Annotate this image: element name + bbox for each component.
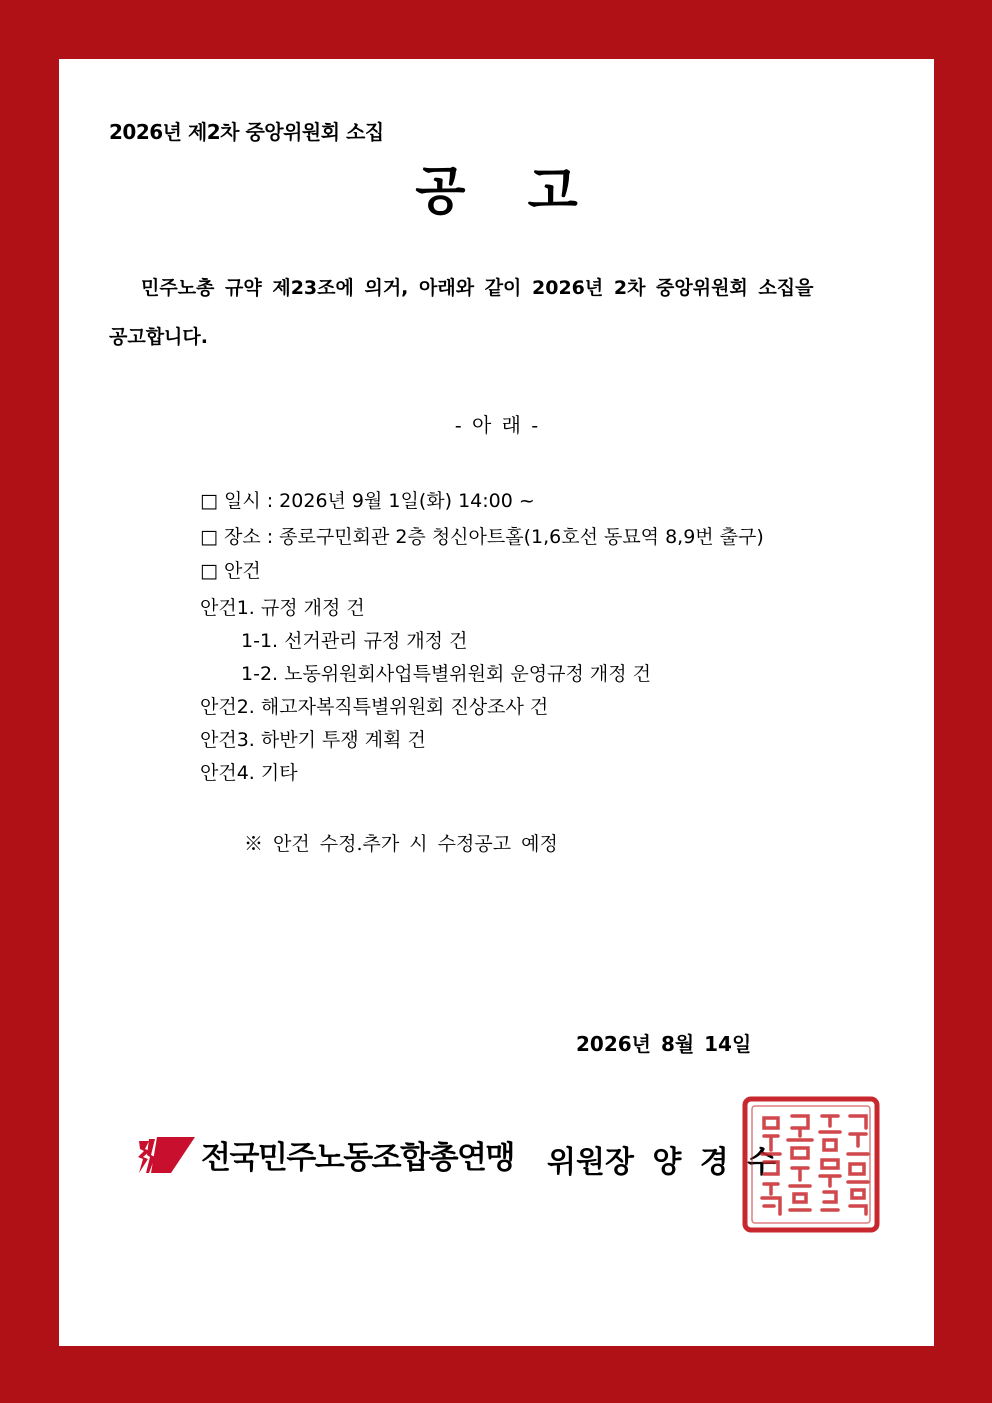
body-text-line-1: 민주노총 규약 제23조에 의거, 아래와 같이 2026년 2차 중앙위원회 소집을 [141,277,814,299]
document-page [59,59,934,1346]
agenda-item-1-1: 1-1. 선거관리 규정 개정 건 [241,630,468,652]
notice-subtitle: 2026년 제2차 중앙위원회 소집 [109,120,384,144]
kctu-emblem-icon [137,1135,195,1175]
agenda-item-2: 안건2. 해고자복직특별위원회 진상조사 건 [200,696,549,718]
agenda-item-3: 안건3. 하반기 투쟁 계획 건 [200,729,426,751]
item-datetime: □ 일시 : 2026년 9월 1일(화) 14:00 ~ [200,490,535,512]
notice-date: 2026년 8월 14일 [576,1032,752,1056]
chairperson-signature: 위원장 양 경 수 [547,1145,777,1180]
section-heading: - 아 래 - [454,413,539,437]
amendment-note: ※ 안건 수정.추가 시 수정공고 예정 [244,833,558,855]
agenda-item-4: 안건4. 기타 [200,762,298,784]
item-agenda-heading: □ 안건 [200,560,261,582]
agenda-item-1-2: 1-2. 노동위원회사업특별위원회 운영규정 개정 건 [241,663,651,685]
official-seal-icon [742,1096,880,1233]
item-location: □ 장소 : 종로구민회관 2층 청신아트홀(1,6호선 동묘역 8,9번 출구) [200,526,764,548]
organization-logo [137,1132,514,1177]
agenda-item-1: 안건1. 규정 개정 건 [200,597,365,619]
body-text-line-2: 공고합니다. [109,326,208,348]
notice-title: 공 고 [415,162,600,222]
organization-name: 전국민주노동조합총연맹 [201,1140,514,1176]
